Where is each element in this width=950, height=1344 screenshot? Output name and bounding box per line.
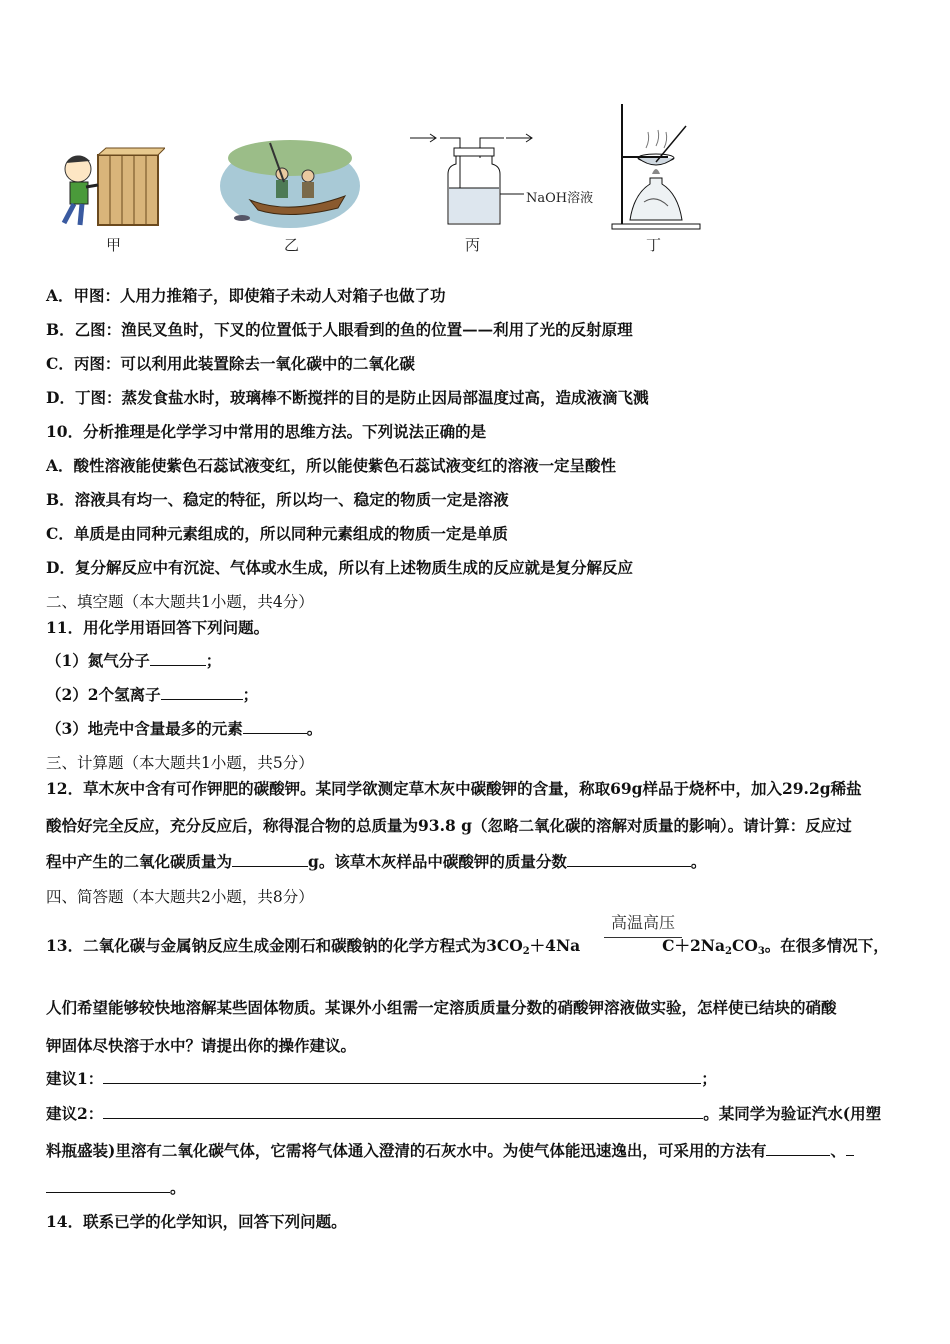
q11-part-2 [46,685,258,705]
q10-option-b: B．溶液具有均一、稳定的特征，所以均一、稳定的物质一定是溶液 [46,490,509,509]
q13-eq-sub-2: 2 [725,946,732,957]
q11-blank-3[interactable] [243,719,307,734]
q13-line-7 [46,1178,186,1198]
q12-line-1: 12．草木灰中含有可作钾肥的碳酸钾。某同学欲测定草木灰中碳酸钾的含量，称取69g样品于烧杯中，加入29.2g稀盐 [46,779,862,798]
q12-line-3-b: g。该草木灰样品中碳酸钾的质量分数 [308,852,567,871]
q9-option-d: D．丁图：蒸发食盐水时，玻璃棒不断搅拌的目的是防止因局部温度过高，造成液滴飞溅 [46,388,649,407]
q13-s1-end: ； [701,1069,717,1088]
q13-line-6 [46,1141,854,1161]
q13-line-7-end: 。 [170,1178,186,1197]
q12-blank-2[interactable] [567,852,691,867]
q13-condition-text: 高温高压 [610,913,675,932]
q13-suggestion-2 [46,1104,881,1124]
q13-eq-post-a: C＋2Na [662,936,726,955]
q13-eq-pre: 13．二氧化碳与金属钠反应生成金刚石和碳酸钠的化学方程式为3CO [46,936,523,955]
q11-part-3-text: （3）地壳中含量最多的元素 [46,719,243,738]
q11-part-3 [46,719,322,739]
q9-option-b: B．乙图：渔民叉鱼时，下叉的位置低于人眼看到的鱼的位置——利用了光的反射原理 [46,320,633,339]
figure-yi-label: 乙 [284,236,300,254]
section-2-heading: 二、填空题（本大题共1小题，共4分） [46,593,314,611]
q13-line-6-sep: 、 [830,1141,846,1160]
q13-blank-s1[interactable] [103,1069,701,1084]
figure-jia-box-push [50,145,165,235]
q13-blank-method-1[interactable] [766,1141,830,1156]
q13-eq-post-b: CO [731,936,758,955]
q11-part-2-text: （2）2个氢离子 [46,685,161,704]
q11-part-1 [46,651,221,671]
q13-line-3: 钾固体尽快溶于水中？请提出你的操作建议。 [46,1036,357,1055]
figure-ding-label: 丁 [646,236,662,254]
q12-line-3 [46,852,706,872]
q13-eq-sub-3: 3 [757,946,765,957]
q13-equation-line [46,936,889,962]
q9-option-c: C．丙图：可以利用此装置除去一氧化碳中的二氧化碳 [46,354,415,373]
q11-part-1-text: （1）氮气分子 [46,651,150,670]
q13-s1-label: 建议1： [46,1069,104,1088]
q13-eq-tail: 。在很多情况下， [764,936,889,955]
figure-bing-reagent-label: NaOH溶液 [526,191,594,206]
q11-blank-2[interactable] [161,685,243,700]
figure-bing-label: 丙 [465,236,481,254]
q13-s2-end: 。某同学为验证汽水(用塑 [703,1104,882,1123]
q13-s2-label: 建议2： [46,1104,104,1123]
figure-yi-fishing [220,138,360,228]
q11-part-3-end: 。 [306,719,323,738]
q11-part-2-end: ； [242,685,259,704]
q13-eq-sub-1: 2 [522,946,530,957]
q9-option-a: A．甲图：人用力推箱子，即使箱子未动人对箱子也做了功 [46,286,446,305]
q13-condition-bar [604,937,682,938]
q13-blank-method-2a[interactable] [846,1141,854,1156]
q12-line-3-a: 程中产生的二氧化碳质量为 [46,852,233,871]
q13-suggestion-1 [46,1069,717,1089]
section-3-heading: 三、计算题（本大题共1小题，共5分） [46,754,314,772]
q12-line-2: 酸恰好完全反应，充分反应后，称得混合物的总质量为93.8 g（忽略二氧化碳的溶解对质量的影响）。请计算：反应过 [46,816,852,835]
q10-stem: 10．分析推理是化学学习中常用的思维方法。下列说法正确的是 [46,422,487,441]
q13-line-2: 人们希望能够较快地溶解某些固体物质。某课外小组需一定溶质质量分数的硝酸钾溶液做实验，怎样使已结块的硝酸 [46,998,837,1017]
q10-option-d: D．复分解反应中有沉淀、气体或水生成，所以有上述物质生成的反应就是复分解反应 [46,558,633,577]
q10-option-c: C．单质是由同种元素组成的，所以同种元素组成的物质一定是单质 [46,524,508,543]
q14-stem: 14．联系已学的化学知识，回答下列问题。 [46,1212,347,1231]
figure-bing-gas-washing-bottle [408,128,608,232]
q10-option-a: A．酸性溶液能使紫色石蕊试液变红，所以能使紫色石蕊试液变红的溶液一定呈酸性 [46,456,617,475]
q13-line-6-text: 料瓶盛装)里溶有二氧化碳气体，它需将气体通入澄清的石灰水中。为使气体能迅速逸出，可采用的方法有 [46,1141,767,1160]
q11-stem: 11．用化学用语回答下列问题。 [46,618,270,637]
q11-blank-1[interactable] [150,651,206,666]
section-4-heading: 四、简答题（本大题共2小题，共8分） [46,888,314,906]
q13-blank-method-2[interactable] [46,1178,170,1193]
q13-reaction-condition [604,910,682,938]
q13-eq-mid: ＋4Na [529,936,581,955]
q12-blank-1[interactable] [232,852,308,867]
q13-blank-s2[interactable] [103,1104,703,1119]
q12-line-3-c: 。 [690,852,707,871]
q11-part-1-end: ； [205,651,222,670]
figure-ding-evaporation [606,102,706,232]
figure-jia-label: 甲 [106,236,122,254]
